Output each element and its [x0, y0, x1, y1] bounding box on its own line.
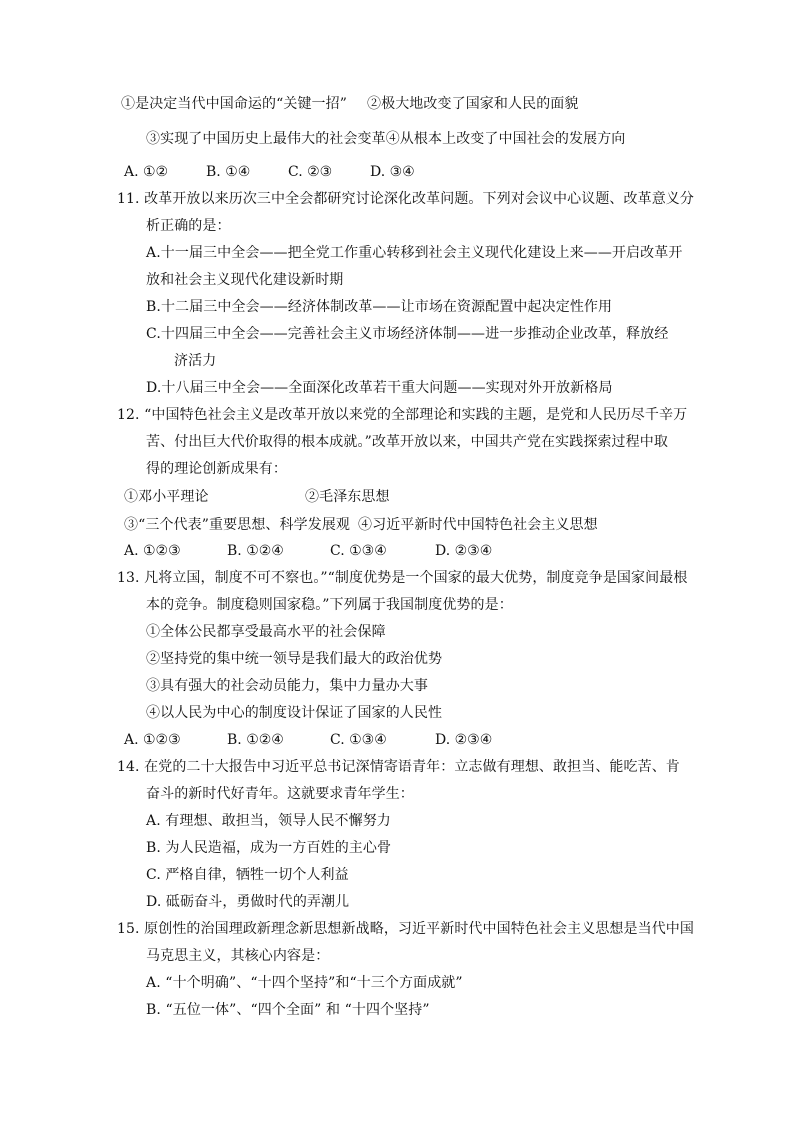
q13-option-a: A. ①②③: [124, 732, 181, 748]
q12-option-b: B. ①②④: [227, 543, 284, 559]
q13-statement-2: ②坚持党的集中统一领导是我们最大的政治优势: [146, 651, 443, 667]
q15-stem-line2: 马克思主义，其核心内容是：: [146, 948, 330, 964]
q13-option-b: B. ①②④: [227, 732, 284, 748]
q11-option-b: B.十二届三中全会——经济体制改革——让市场在资源配置中起决定性作用: [146, 299, 613, 315]
q10-option-c: C. ②③: [288, 164, 333, 180]
q15-stem-line1: 15. 原创性的治国理政新理念新思想新战略，习近平新时代中国特色社会主义思想是当代中国: [117, 921, 695, 937]
q10-options: [124, 162, 452, 182]
q11-stem-line2: 析正确的是：: [146, 218, 231, 234]
q14-stem-line1: 14. 在党的二十大报告中习近平总书记深情寄语青年：立志做有理想、敢担当、能吃苦、肯: [117, 759, 680, 775]
q12-stem-line1: 12. “中国特色社会主义是改革开放以来党的全部理论和实践的主题，是党和人民历尽千辛万: [117, 407, 688, 423]
q13-option-c: C. ①③④: [330, 732, 387, 748]
q13-stem-line2: 本的竞争。制度稳则国家稳。”下列属于我国制度优势的是：: [146, 597, 513, 613]
q10-statement-2: ②极大地改变了国家和人民的面貌: [367, 96, 579, 112]
q11-option-a-line1: A.十一届三中全会——把全党工作重心转移到社会主义现代化建设上来——开启改革开: [146, 245, 683, 261]
q13-stem-line1: 13. 凡将立国，制度不可不察也。”“制度优势是一个国家的最大优势，制度竞争是国家间最根: [117, 570, 688, 586]
q10-option-d: D. ③④: [370, 164, 415, 180]
q13-options: [124, 730, 525, 750]
q12-statement-2: ②毛泽东思想: [305, 489, 390, 505]
q13-statement-3: ③具有强大的社会动员能力，集中力量办大事: [146, 678, 428, 694]
q12-option-a: A. ①②③: [124, 543, 181, 559]
q11-option-c-line2: 济活力: [174, 353, 217, 369]
q12-statement-1: ①邓小平理论: [124, 489, 209, 505]
q11-option-a-line2: 放和社会主义现代化建设新时期: [146, 272, 344, 288]
q14-option-d: D. 砥砺奋斗，勇做时代的弄潮儿: [146, 894, 350, 910]
q14-option-c: C. 严格自律，牺牲一切个人利益: [146, 867, 349, 883]
q12-option-d: D. ②③④: [435, 543, 493, 559]
q14-option-a: A. 有理想、敢担当，领导人民不懈努力: [146, 813, 391, 829]
q14-option-b: B. 为人民造福，成为一方百姓的主心骨: [146, 840, 392, 856]
q11-stem-line1: 11. 改革开放以来历次三中全会都研究讨论深化改革问题。下列对会议中心议题、改革意义分: [117, 191, 695, 207]
q13-option-d: D. ②③④: [435, 732, 493, 748]
q11-option-d: D.十八届三中全会——全面深化改革若干重大问题——实现对外开放新格局: [146, 380, 613, 396]
q10-statement-3-4: ③实现了中国历史上最伟大的社会变革④从根本上改变了中国社会的发展方向: [146, 131, 626, 147]
q13-statement-1: ①全体公民都享受最高水平的社会保障: [146, 624, 386, 640]
q12-options: [124, 541, 525, 561]
q12-stem-line2: 苦、付出巨大代价取得的根本成就。”改革开放以来，中国共产党在实践探索过程中取: [146, 434, 668, 450]
q11-option-c-line1: C.十四届三中全会——完善社会主义市场经济体制——进一步推动企业改革，释放经: [146, 326, 669, 342]
q14-stem-line2: 奋斗的新时代好青年。这就要求青年学生：: [146, 786, 414, 802]
q12-statement-4: ④习近平新时代中国特色社会主义思想: [358, 517, 598, 533]
q10-statement-1: ①是决定当代中国命运的“关键一招”: [121, 96, 348, 112]
q13-statement-4: ④以人民为中心的制度设计保证了国家的人民性: [146, 705, 443, 721]
q15-option-b: B. “五位一体”、“四个全面” 和 “十四个坚持”: [146, 1002, 430, 1018]
q10-option-a: A. ①②: [124, 164, 169, 180]
q12-statement-3: ③“三个代表”重要思想、科学发展观: [124, 517, 351, 533]
q12-stem-line3: 得的理论创新成果有：: [146, 461, 287, 477]
q12-option-c: C. ①③④: [330, 543, 387, 559]
q15-option-a: A. “十个明确”、“十四个坚持”和“十三个方面成就”: [146, 975, 463, 991]
q10-option-b: B. ①④: [206, 164, 251, 180]
